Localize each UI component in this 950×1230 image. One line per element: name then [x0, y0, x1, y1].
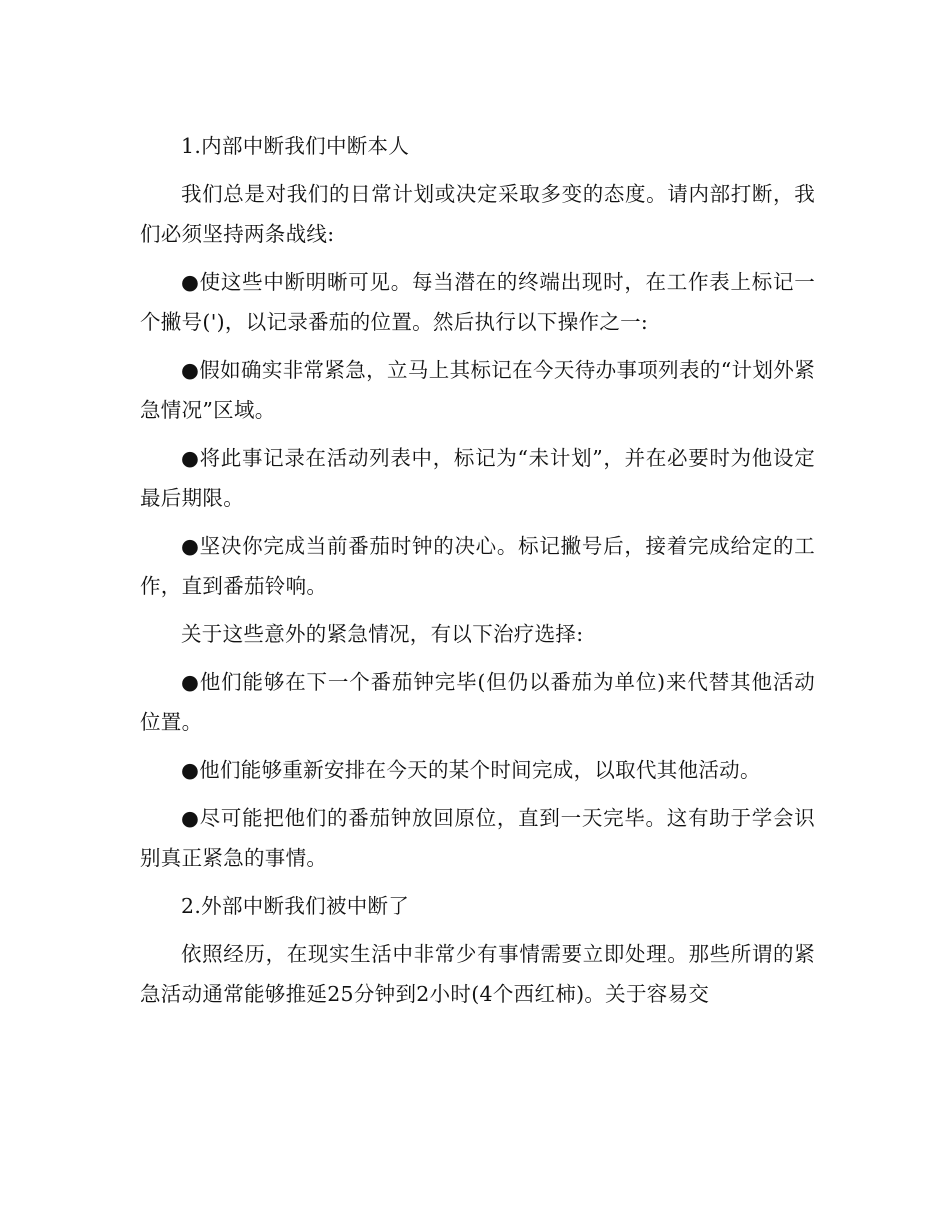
bullet-item: ●假如确实非常紧急，立马上其标记在今天待办事项列表的“计划外紧急情况”区域。: [140, 358, 815, 422]
paragraph: 关于这些意外的紧急情况，有以下治疗选择:: [181, 622, 584, 646]
bullet-item: ●将此事记录在活动列表中，标记为“未计划”，并在必要时为他设定最后期限。: [140, 446, 815, 510]
bullet-item: ●尽可能把他们的番茄钟放回原位，直到一天完毕。这有助于学会识别真正紧急的事情。: [140, 806, 815, 870]
bullet-item: ●他们能够重新安排在今天的某个时间完成，以取代其他活动。: [181, 758, 761, 782]
bullet-item: ●他们能够在下一个番茄钟完毕(但仍以番茄为单位)来代替其他活动位置。: [140, 670, 815, 734]
document-body: [140, 126, 815, 1022]
bullet-item: ●使这些中断明晰可见。每当潜在的终端出现时，在工作表上标记一个撇号(')，以记录番茄的位置。然后执行以下操作之一:: [140, 270, 815, 334]
paragraph: 我们总是对我们的日常计划或决定采取多变的态度。请内部打断，我们必须坚持两条战线:: [140, 182, 815, 246]
bullet-item: ●坚决你完成当前番茄时钟的决心。标记撇号后，接着完成给定的工作，直到番茄铃响。: [140, 534, 815, 598]
heading-internal-interruption: 1.内部中断我们中断本人: [181, 134, 410, 158]
heading-external-interruption: 2.外部中断我们被中断了: [181, 894, 410, 918]
paragraph: 依照经历，在现实生活中非常少有事情需要立即处理。那些所谓的紧急活动通常能够推延25分钟到2小时(4个西红柿)。关于容易交: [140, 942, 815, 1006]
